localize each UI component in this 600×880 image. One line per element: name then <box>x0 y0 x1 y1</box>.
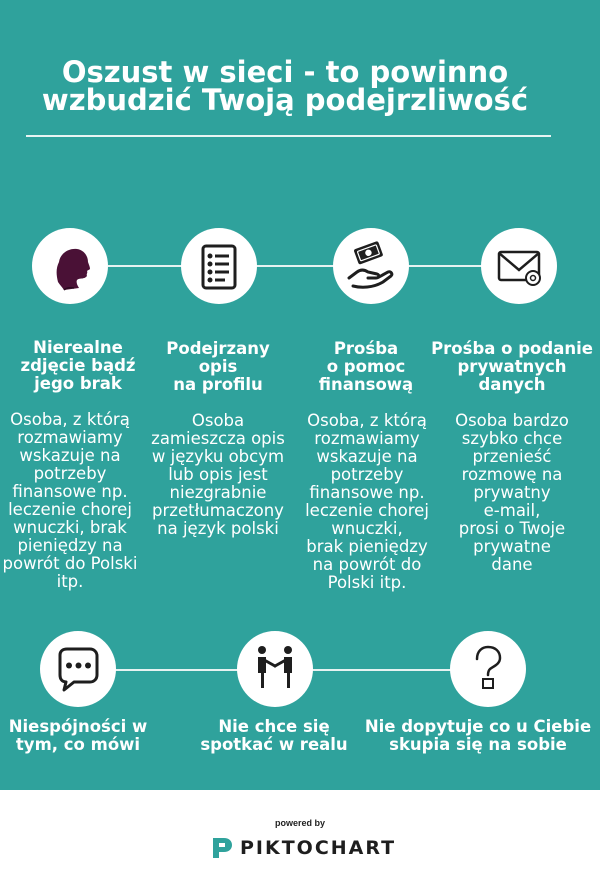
money-hand-icon <box>333 228 409 304</box>
heading-unrealistic-photo: Nierealne zdjęcie bądź jego brak <box>20 338 136 393</box>
powered-by-label: powered by <box>274 818 325 828</box>
silhouette-head-icon <box>32 228 108 304</box>
connector-line <box>108 265 182 267</box>
heading-self-focused: Nie dopytuje co u Ciebie skupia się na sobie <box>364 717 592 754</box>
connector-line <box>115 669 239 671</box>
connector-line <box>408 265 482 267</box>
email-envelope-icon <box>481 228 557 304</box>
piktochart-logo[interactable] <box>210 833 397 861</box>
speech-bubble-icon <box>40 631 116 707</box>
title-divider <box>26 135 551 137</box>
body-unrealistic-photo: Osoba, z którą rozmawiamy wskazuje na potrzeby finansowe np. leczenie chorej wnuczki, brak pieniędzy na powrót do Polski itp. <box>2 410 138 591</box>
circle-no-meeting <box>237 631 313 707</box>
heading-financial-request: Prośba o pomoc finansową <box>318 339 414 394</box>
heading-no-meeting: Nie chce się spotkać w realu <box>200 717 348 754</box>
body-private-data: Osoba bardzo szybko chce przenieść rozmowę na prywatny e-mail, prosi o Twoje prywatne dane <box>455 411 569 574</box>
two-people-meeting-icon <box>237 631 313 707</box>
heading-inconsistencies: Niespójności w tym, co mówi <box>8 717 148 754</box>
title-line-1: Oszust w sieci - to powinno <box>61 55 509 89</box>
connector-line <box>311 669 452 671</box>
heading-private-data: Prośba o podanie prywatnych danych <box>431 339 593 394</box>
circle-inconsistencies <box>40 631 116 707</box>
brand-name: PIKTOCHART <box>240 837 397 859</box>
body-financial-request: Osoba, z którą rozmawiamy wskazuje na potrzeby finansowe np. leczenie chorej wnuczki, brak pieniędzy na powrót do Polski itp. <box>305 411 429 592</box>
piktochart-logo-icon <box>210 833 234 861</box>
circle-suspicious-profile <box>181 228 257 304</box>
checklist-icon <box>181 228 257 304</box>
circle-private-data <box>481 228 557 304</box>
question-mark-icon <box>450 631 526 707</box>
body-suspicious-profile: Osoba zamieszcza opis w języku obcym lub opis jest niezgrabnie przetłumaczony na język polski <box>151 411 285 538</box>
connector-line <box>256 265 334 267</box>
circle-financial-request <box>333 228 409 304</box>
circle-self-focused <box>450 631 526 707</box>
title-line-2: wzbudzić Twoją podejrzliwość <box>41 83 529 117</box>
heading-suspicious-profile: Podejrzany opis na profilu <box>166 339 270 394</box>
circle-unrealistic-photo <box>32 228 108 304</box>
